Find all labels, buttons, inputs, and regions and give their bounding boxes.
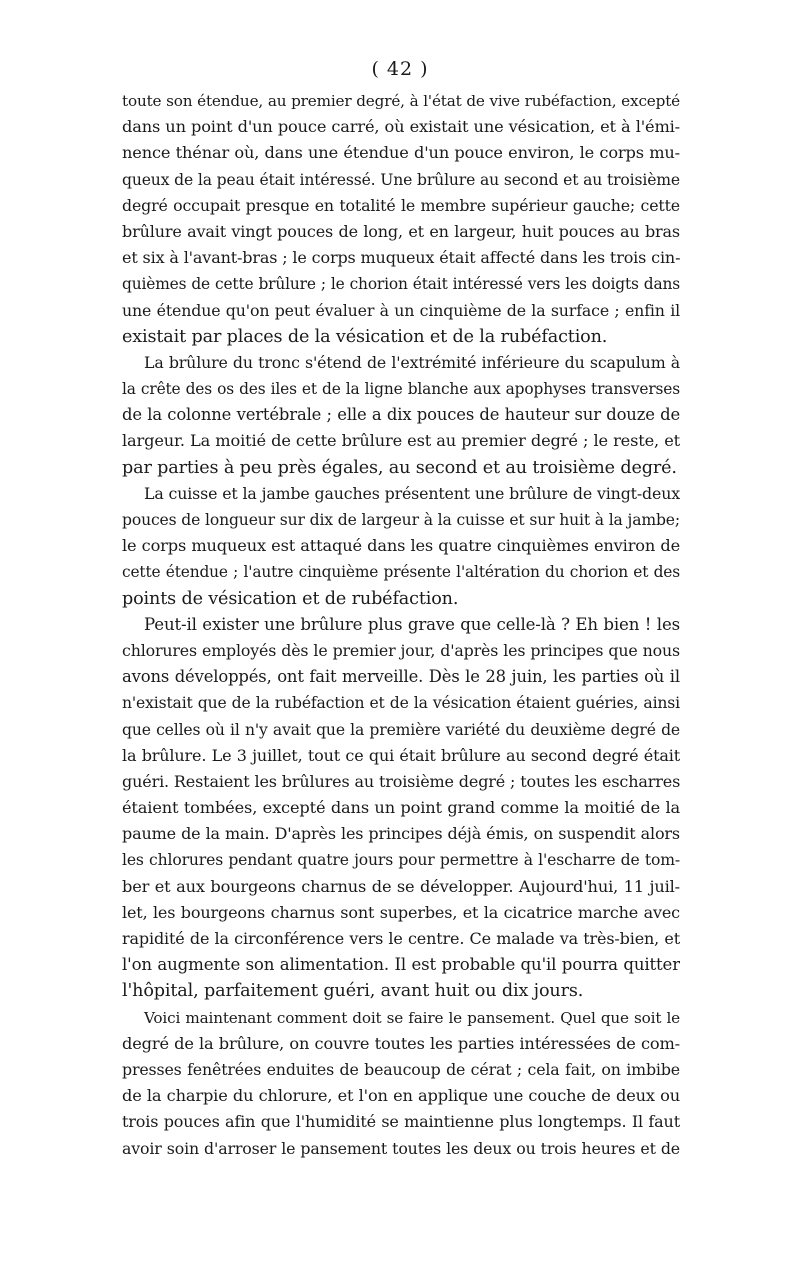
text-line: avoir soin d'arroser le pansement toutes les deux ou trois heures et de <box>122 1138 680 1158</box>
text-line: ber et aux bourgeons charnus de se développer. Aujourd'hui, 11 juil- <box>122 876 680 896</box>
text-line: pouces de longueur sur dix de largeur à la cuisse et sur huit à la jambe; <box>122 511 680 529</box>
text-line: toute son étendue, au premier degré, à l'état de vive rubéfaction, excepté <box>122 92 680 110</box>
page-number: ( 42 ) <box>371 58 429 80</box>
text-line: une étendue qu'on peut évaluer à un cinquième de la surface ; enfin il <box>122 300 680 320</box>
text-line: de la colonne vertébrale ; elle a dix pouces de hauteur sur douze de <box>122 405 680 425</box>
text-line: l'hôpital, parfaitement guéri, avant huit ou dix jours. <box>122 981 584 1002</box>
text-line: nence thénar où, dans une étendue d'un pouce environ, le corps mu- <box>122 143 680 163</box>
text-line: existait par places de la vésication et de la rubéfaction. <box>122 326 608 347</box>
text-line: avons développés, ont fait merveille. Dès le 28 juin, les parties où il <box>122 667 680 687</box>
text-line: chlorures employés dès le premier jour, d'après les principes que nous <box>122 640 680 660</box>
text-line: cette étendue ; l'autre cinquième présente l'altération du chorion et des <box>122 563 680 582</box>
text-line: le corps muqueux est attaqué dans les quatre cinquièmes environ de <box>122 536 680 556</box>
text-line: La cuisse et la jambe gauches présentent une brûlure de vingt-deux <box>144 483 680 503</box>
text-line: l'on augmente son alimentation. Il est probable qu'il pourra quitter <box>122 955 680 975</box>
text-line: degré de la brûlure, on couvre toutes les parties intéressées de com- <box>122 1033 680 1053</box>
text-line: presses fenêtrées enduites de beaucoup de cérat ; cela fait, on imbibe <box>122 1059 680 1079</box>
text-line: étaient tombées, excepté dans un point grand comme la moitié de la <box>122 798 680 818</box>
text-line: paume de la main. D'après les principes déjà émis, on suspendit alors <box>122 824 680 844</box>
text-line: la crête des os des iles et de la ligne blanche aux apophyses transverses <box>122 380 680 399</box>
text-line: que celles où il n'y avait que la première variété du deuxième degré de <box>122 720 680 739</box>
text-line: queux de la peau était intéressé. Une brûlure au second et au troisième <box>122 170 680 189</box>
text-line: guéri. Restaient les brûlures au troisième degré ; toutes les escharres <box>122 771 680 791</box>
text-line: Voici maintenant comment doit se faire le pansement. Quel que soit le <box>144 1008 680 1027</box>
text-line: largeur. La moitié de cette brûlure est au premier degré ; le reste, et <box>122 431 680 451</box>
text-line: let, les bourgeons charnus sont superbes, et la cicatrice marche avec <box>122 902 680 922</box>
text-line: n'existait que de la rubéfaction et de la vésication étaient guéries, ainsi <box>122 694 680 713</box>
text-line: trois pouces afin que l'humidité se maintienne plus longtemps. Il faut <box>122 1112 680 1132</box>
text-line: degré occupait presque en totalité le membre supérieur gauche; cette <box>122 195 680 215</box>
text-line: de la charpie du chlorure, et l'on en applique une couche de deux ou <box>122 1086 680 1106</box>
text-line: dans un point d'un pouce carré, où existait une vésication, et à l'émi- <box>122 117 680 137</box>
text-line: La brûlure du tronc s'étend de l'extrémité inférieure du scapulum à <box>144 352 680 372</box>
text-line: et six à l'avant-bras ; le corps muqueux était affecté dans les trois cin- <box>122 248 680 268</box>
text-line: la brûlure. Le 3 juillet, tout ce qui était brûlure au second degré était <box>122 745 680 765</box>
text-line: rapidité de la circonférence vers le centre. Ce malade va très-bien, et <box>122 929 680 948</box>
body-text <box>122 88 680 1162</box>
text-line: par parties à peu près égales, au second et au troisième degré. <box>122 457 677 478</box>
text-line: quièmes de cette brûlure ; le chorion était intéressé vers les doigts dans <box>122 275 680 294</box>
text-line: les chlorures pendant quatre jours pour permettre à l'escharre de tom- <box>122 851 680 870</box>
text-line: Peut-il exister une brûlure plus grave que celle-là ? Eh bien ! les <box>144 614 680 634</box>
text-line: points de vésication et de rubéfaction. <box>122 588 459 609</box>
text-line: brûlure avait vingt pouces de long, et en largeur, huit pouces au bras <box>122 221 680 241</box>
